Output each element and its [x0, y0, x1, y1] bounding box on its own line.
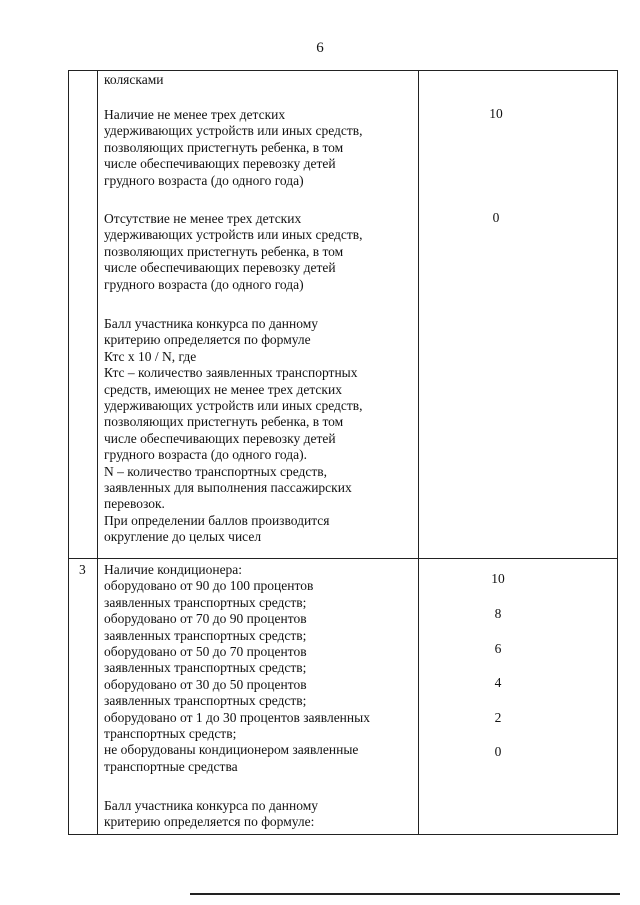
score-child-seats-present: 10 [489, 106, 503, 121]
criterion-text-continued: колясками [104, 72, 164, 87]
footer-rule [190, 893, 620, 895]
row-number: 3 [79, 562, 86, 577]
number-column-divider [97, 70, 98, 835]
score-ac-50-70: 6 [494, 641, 502, 656]
row-divider [68, 558, 618, 559]
table-left-border [68, 70, 69, 835]
table-top-border [68, 70, 618, 71]
page-number: 6 [316, 40, 324, 56]
criteria-table [68, 70, 618, 835]
criterion-formula-child-seats: Балл участника конкурса по данному критерию определяется по формуле Ктс х 10 / N, где Ктс – количество заявленных транспортных средств, имеющих не менее трех детских удерживающих устройств или иных средств, позволяющих пристегнуть ребенка, в том числе обеспечивающих перевозку детей грудного возраста (до одного года). N – количество транспортных средств, заявленных для выполнения пассажирских перевозок. При определении баллов производится округление до целых чисел [104, 316, 363, 545]
score-ac-1-30: 2 [494, 710, 502, 725]
criterion-formula-air-conditioning: Балл участника конкурса по данному критерию определяется по формуле: [104, 798, 318, 830]
score-ac-90-100: 10 [491, 571, 505, 586]
score-ac-30-50: 4 [494, 675, 502, 690]
score-ac-none: 0 [494, 744, 502, 759]
score-child-seats-absent: 0 [492, 210, 500, 225]
table-bottom-border [68, 834, 618, 835]
criterion-text-child-seats-present: Наличие не менее трех детских удерживающих устройств или иных средств, позволяющих пристегнуть ребенка, в том числе обеспечивающих перевозку детей грудного возраста (до одного года) [104, 107, 363, 188]
criterion-text-child-seats-absent: Отсутствие не менее трех детских удерживающих устройств или иных средств, позволяющих пристегнуть ребенка, в том числе обеспечивающих перевозку детей грудного возраста (до одного года) [104, 211, 363, 292]
criterion-text-air-conditioning: Наличие кондиционера: оборудовано от 90 до 100 процентов заявленных транспортных средств; оборудовано от 70 до 90 процентов заявленных транспортных средств; оборудовано от 50 до 70 процентов заявленных транспортных средств; оборудовано от 30 до 50 процентов заявленных транспортных средств; оборудовано от 1 до 30 процентов заявленных транспортных средств; не оборудованы кондиционером заявленные транспортные средства [104, 562, 370, 774]
table-right-border [617, 70, 618, 835]
score-column-divider [418, 70, 419, 835]
score-ac-70-90: 8 [494, 606, 502, 621]
